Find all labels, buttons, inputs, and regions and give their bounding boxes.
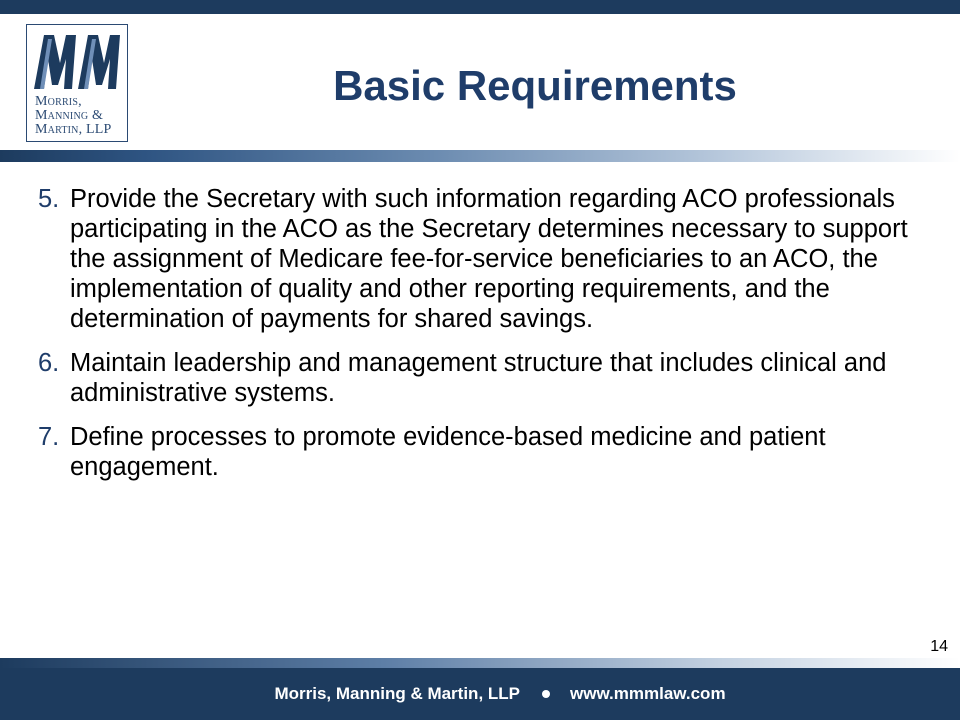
list-item: [38, 348, 938, 408]
slide-title: Basic Requirements: [333, 62, 737, 109]
list-item: [38, 422, 938, 482]
logo-line-3: Martin, LLP: [35, 122, 112, 137]
item-number: 6.: [38, 349, 60, 377]
item-number: 5.: [38, 185, 60, 213]
item-text: Provide the Secretary with such information regarding ACO professionals participating in the ACO as the Secretary determines necessary to support the assignment of Medicare fee-for-service beneficiaries to an ACO, the implementation of quality and other reporting requirements, and the determination of payments for shared savings.: [70, 185, 908, 333]
footer-website: www.mmmlaw.com: [570, 684, 726, 703]
page-number: 14: [930, 638, 948, 655]
logo-firm-name: [35, 95, 127, 137]
list-item: [38, 184, 938, 334]
item-text: Maintain leadership and management structure that includes clinical and administrative systems.: [70, 349, 887, 407]
requirements-list: [38, 184, 938, 496]
footer-firm-name: Morris, Manning & Martin, LLP: [274, 684, 520, 703]
logo-line-1: Morris,: [35, 94, 82, 109]
top-bar: [0, 0, 960, 14]
firm-logo: [26, 24, 128, 142]
footer-gradient-band: [0, 658, 960, 668]
item-text: Define processes to promote evidence-based medicine and patient engagement.: [70, 423, 826, 481]
footer-bar: [0, 668, 960, 720]
logo-line-2: Manning &: [35, 108, 104, 123]
title-divider: [0, 150, 960, 162]
item-number: 7.: [38, 423, 60, 451]
bullet-dot-icon: [542, 690, 550, 698]
mm-monogram-icon: [32, 29, 124, 91]
